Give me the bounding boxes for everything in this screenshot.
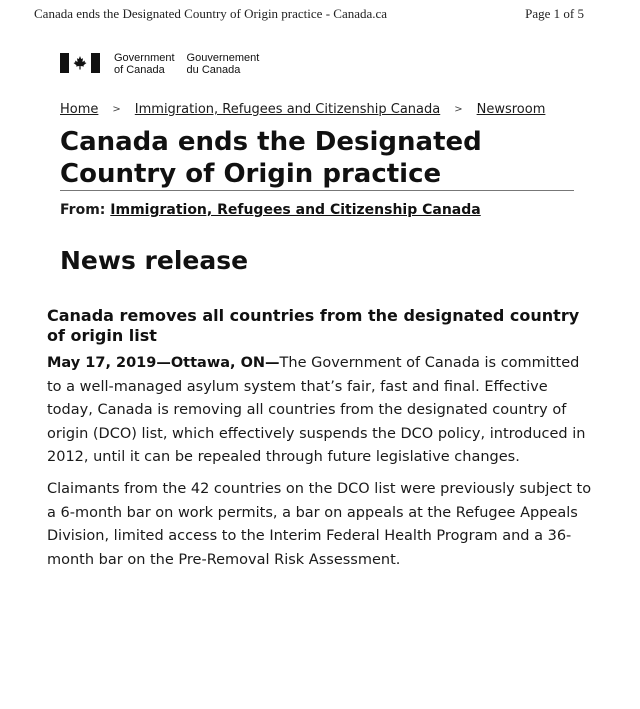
wordmark-fr-line1: Gouvernement — [186, 52, 260, 64]
content-type-heading: News release — [60, 246, 249, 275]
maple-leaf-icon — [69, 53, 91, 73]
paragraph-1-body: The Government of Canada is committed to a well-managed asylum system that’s fair, fast and final. Effective today, Canada is removing all countries from the designated country of origin (DCO) list, which effectively suspends the DCO policy, introduced in 2012, until it can be repealed through future legislative changes. — [47, 355, 586, 465]
from-label: From: — [60, 202, 106, 218]
paragraph-1 — [47, 352, 592, 470]
page-number: Page 1 of 5 — [525, 6, 584, 21]
breadcrumb-home[interactable]: Home — [60, 102, 99, 117]
wordmark-en-line2: of Canada — [114, 64, 165, 76]
wordmark-fr-line2: du Canada — [186, 64, 241, 76]
breadcrumb-ircc[interactable]: Immigration, Refugees and Citizenship Canada — [134, 102, 441, 117]
canada-flag-icon — [60, 53, 100, 73]
wordmark-french — [187, 52, 260, 76]
title-divider — [60, 190, 574, 191]
from-department-link[interactable]: Immigration, Refugees and Citizenship Canada — [110, 202, 481, 218]
breadcrumb-separator: > — [112, 104, 121, 115]
from-line — [60, 202, 481, 218]
paragraph-2: Claimants from the 42 countries on the DCO list were previously subject to a 6-month bar on work permits, a bar on appeals at the Refugee Appeals Division, limited access to the Interim Federal Health Program and a 36-month bar on the Pre-Removal Risk Assessment. — [47, 481, 592, 568]
wordmark-english — [114, 52, 175, 76]
breadcrumb-newsroom[interactable]: Newsroom — [476, 102, 546, 117]
article-subheading: Canada removes all countries from the designated country of origin list — [47, 306, 580, 345]
wordmark-en-line1: Government — [114, 52, 175, 64]
print-title: Canada ends the Designated Country of Origin practice - Canada.ca — [34, 6, 388, 21]
breadcrumb-separator: > — [454, 104, 463, 115]
dateline: May 17, 2019—Ottawa, ON— — [47, 355, 280, 371]
government-of-canada-signature[interactable] — [60, 52, 271, 76]
breadcrumb — [60, 102, 545, 117]
page-title: Canada ends the Designated Country of Origin practice — [60, 127, 482, 189]
